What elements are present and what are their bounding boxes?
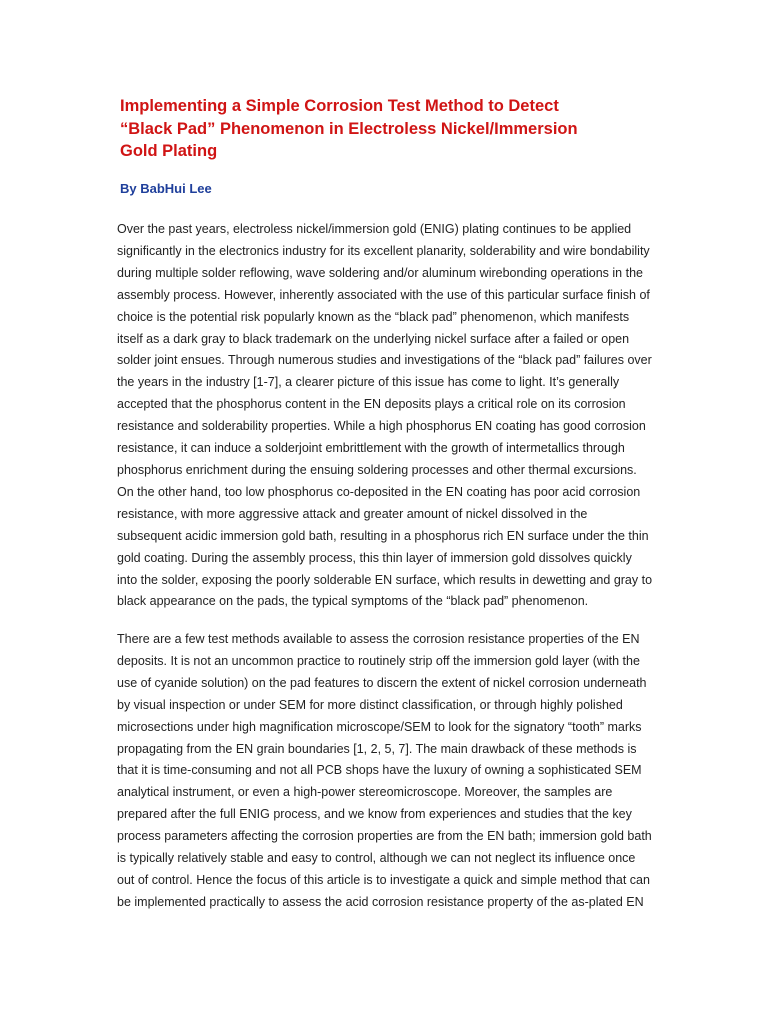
paragraph-line: accepted that the phosphorus content in the EN deposits plays a critical role on its corrosion (117, 397, 626, 412)
paragraph-line: that it is time-consuming and not all PCB shops have the luxury of owning a sophisticated SEM (117, 763, 642, 778)
paragraph-line: solder joint ensues. Through numerous studies and investigations of the “black pad” failures over (117, 353, 652, 368)
paragraph-line: prepared after the full ENIG process, and we know from experiences and studies that the key (117, 807, 632, 822)
paragraph-line: propagating from the EN grain boundaries [1, 2, 5, 7]. The main drawback of these methods is (117, 741, 637, 756)
title-line: “Black Pad” Phenomenon in Electroless Nickel/Immersion (120, 119, 578, 138)
paragraph-line: There are a few test methods available to assess the corrosion resistance properties of the EN (117, 632, 640, 646)
title-line: Gold Plating (120, 142, 218, 160)
paragraph-line: is typically relatively stable and easy to control, although we can not neglect its influence once (117, 851, 636, 866)
paragraph-line: microsections under high magnification microscope/SEM to look for the signatory “tooth” marks (117, 719, 642, 734)
body-paragraph-1 (117, 219, 677, 613)
paragraph-line: analytical instrument, or even a high-power stereomicroscope. Moreover, the samples are (117, 785, 613, 800)
paragraph-line: process parameters affecting the corrosion properties are from the EN bath; immersion gold bath (117, 829, 652, 844)
paragraph-line: gold coating. During the assembly process, this thin layer of immersion gold dissolves quickly (117, 550, 632, 565)
paragraph-line: assembly process. However, inherently associated with the use of this particular surface finish of (117, 287, 650, 302)
paragraph-line: phosphorus enrichment during the ensuing soldering processes and other thermal excursions. (117, 462, 637, 477)
paragraph-line: use of cyanide solution) on the pad features to discern the extent of nickel corrosion underneath (117, 675, 647, 690)
article-title (120, 95, 660, 163)
paragraph-line: the years in the industry [1-7], a clearer picture of this issue has come to light. It’s generally (117, 375, 620, 390)
paragraph-line: Over the past years, electroless nickel/immersion gold (ENIG) plating continues to be applied (117, 222, 632, 236)
paragraph-line: by visual inspection or under SEM for more distinct classification, or through highly polished (117, 697, 623, 712)
paragraph-line: be implemented practically to assess the acid corrosion resistance property of the as-plated EN (117, 894, 644, 909)
paragraph-line: resistance, with more aggressive attack and greater amount of nickel dissolved in the (117, 506, 588, 521)
paragraph-line: itself as a dark gray to black trademark on the underlying nickel surface after a failed or open (117, 331, 630, 346)
paragraph-line: On the other hand, too low phosphorus co-deposited in the EN coating has poor acid corrosion (117, 484, 641, 499)
paragraph-line: during multiple solder reflowing, wave soldering and/or aluminum wirebonding operations in the (117, 265, 643, 280)
paragraph-line: choice is the potential risk popularly known as the “black pad” phenomenon, which manifests (117, 309, 630, 324)
author-byline: By BabHui Lee (120, 181, 212, 196)
paragraph-line: deposits. It is not an uncommon practice to routinely strip off the immersion gold layer (with the (117, 653, 640, 668)
paragraph-line: black appearance on the pads, the typical symptoms of the “black pad” phenomenon. (117, 594, 589, 609)
paragraph-line: resistance and solderability properties. While a high phosphorus EN coating has good corrosion (117, 419, 646, 434)
paragraph-line: resistance, it can induce a solderjoint embrittlement with the growth of intermetallics through (117, 441, 625, 456)
body-paragraph-2 (117, 629, 677, 914)
paragraph-line: significantly in the electronics industry for its excellent planarity, solderability and wire bondability (117, 243, 650, 258)
paragraph-line: out of control. Hence the focus of this article is to investigate a quick and simple method that can (117, 872, 650, 887)
paragraph-line: into the solder, exposing the poorly solderable EN surface, which results in dewetting and gray to (117, 572, 653, 587)
title-line: Implementing a Simple Corrosion Test Method to Detect (120, 97, 559, 115)
paragraph-line: subsequent acidic immersion gold bath, resulting in a phosphorus rich EN surface under the thin (117, 528, 649, 543)
